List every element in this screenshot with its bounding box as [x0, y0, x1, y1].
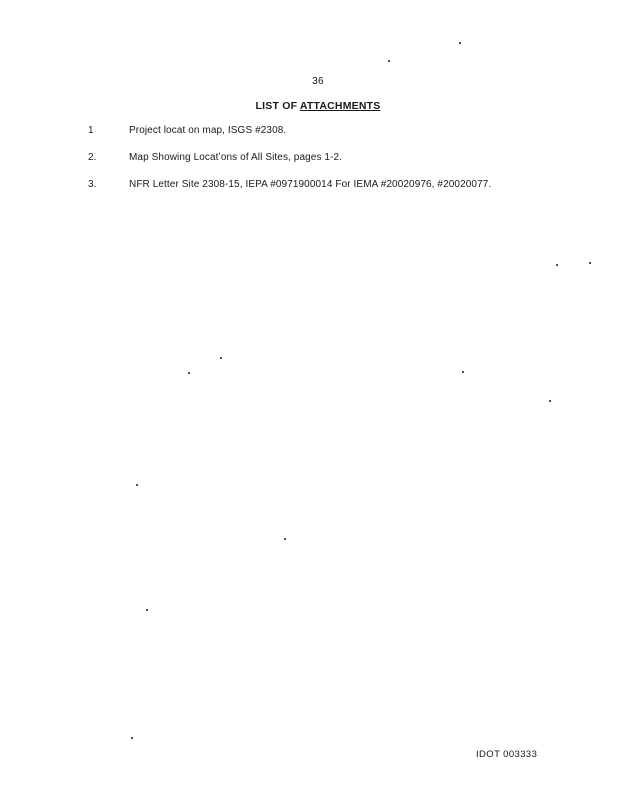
list-item-text: Map Showing Locatʼons of All Sites, pages 1-2.: [129, 152, 343, 163]
scan-speck: [188, 372, 190, 374]
scan-speck: [284, 538, 286, 540]
scan-speck: [549, 400, 551, 402]
page-title: [0, 100, 618, 112]
list-item-text: NFR Letter Site 2308-15, IEPA #0971900014 For IEMA #20020976, #20020077.: [129, 179, 492, 190]
page-title-underlined: ATTACHMENTS: [299, 100, 381, 112]
list-item-number: 1: [88, 125, 94, 136]
scan-speck: [220, 357, 222, 359]
list-item-number: 3.: [88, 179, 97, 190]
scan-speck: [136, 484, 138, 486]
page-title-prefix: LIST OF: [255, 100, 300, 112]
scan-speck: [459, 42, 461, 44]
document-bates-number: IDOT 003333: [476, 749, 538, 760]
list-item-number: 2.: [88, 152, 97, 163]
page-number: 36: [312, 76, 324, 87]
scan-speck: [556, 264, 558, 266]
scan-speck: [146, 609, 148, 611]
scan-speck: [589, 262, 591, 264]
scan-speck: [131, 737, 133, 739]
scan-speck: [462, 371, 464, 373]
list-item-text: Project locat on map, ISGS #2308.: [129, 125, 287, 136]
scan-speck: [388, 60, 390, 62]
